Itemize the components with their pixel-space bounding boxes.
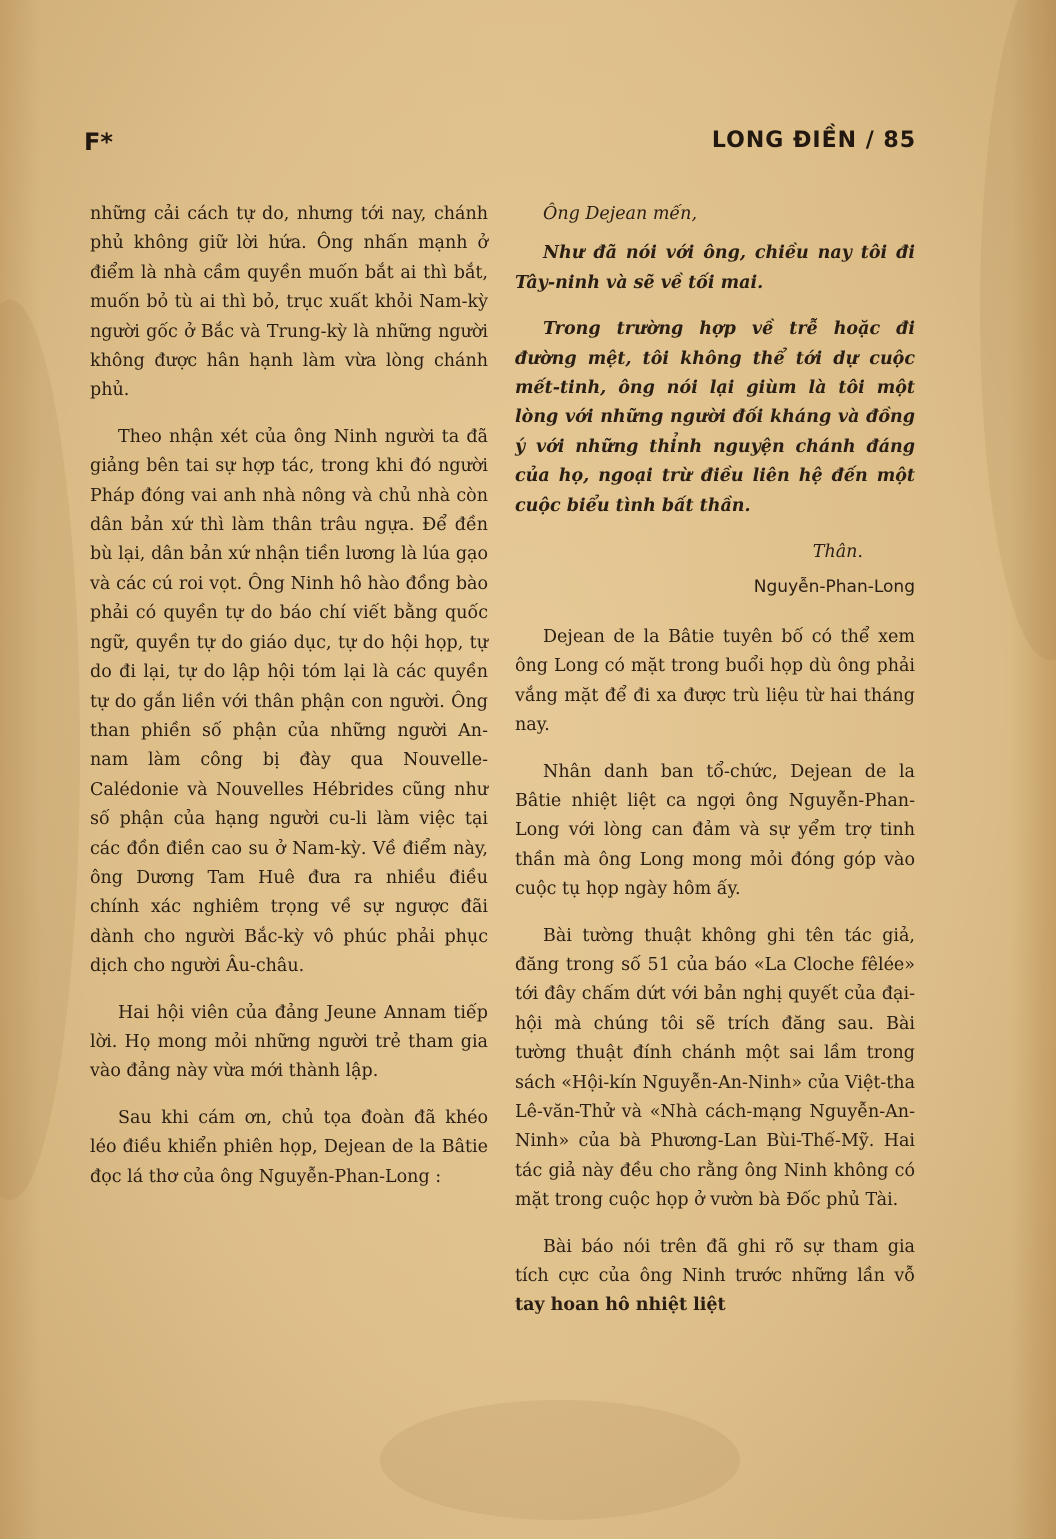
paragraph: những cải cách tự do, nhưng tới nay, chánh phủ không giữ lời hứa. Ông nhấn mạnh ở điểm là nhà cầm quyền muốn bắt ai thì bắt, muốn bỏ tù ai thì bỏ, trục xuất khỏi Nam-kỳ người gốc ở Bắc và Trung-kỳ là những người không được hân hạnh làm vừa lòng chánh phủ. (90, 204, 488, 401)
left-column (90, 200, 488, 1209)
paragraph-text: Bài báo nói trên đã ghi rõ sự tham gia tích cực của ông Ninh trước những lần vỗ (515, 1236, 915, 1286)
letter-closing: Thân. (812, 542, 863, 563)
paragraph: Dejean de la Bâtie tuyên bố có thể xem ông Long có mặt trong buổi họp dù ông phải vắng mặt để đi xa được trù liệu từ hai tháng nay. (515, 626, 915, 736)
right-column (515, 200, 915, 1338)
paragraph: Theo nhận xét của ông Ninh người ta đã giảng bên tai sự hợp tác, trong khi đó người Pháp đóng vai anh nhà nông và chủ nhà còn dân bản xứ thì làm thân trâu ngựa. Để đền bù lại, dân bản xứ nhận tiền lương là lúa gạo và các cú roi vọt. Ông Ninh hô hào đồng bào phải có quyền tự do báo chí viết bằng quốc ngữ, quyền tự do giáo dục, tự do hội họp, tự do đi lại, tự do lập hội tóm lại là các quyền tự do gắn liền với thân phận con người. Ông than phiền số phận của những người An-nam làm công bị đày qua Nouvelle-Calédonie và Nouvelles Hébrides cũng như số phận của hạng người cu-li làm việc tại các đồn điền cao su ở Nam-kỳ. Về điểm này, ông Dương Tam Huê đưa ra nhiều điều chính xác nghiêm trọng về sự ngược đãi dành cho người Bắc-kỳ vô phúc phải phục dịch cho người Âu-châu. (90, 426, 488, 977)
running-title: LONG ĐIỀN / 85 (711, 128, 916, 153)
letter-salutation: Ông Dejean mến, (543, 204, 698, 224)
paragraph: Sau khi cám ơn, chủ tọa đoàn đã khéo léo điều khiển phiên họp, Dejean de la Bâtie đọc lá thơ của ông Nguyễn-Phan-Long : (90, 1107, 488, 1187)
paragraph: Nhân danh ban tổ-chức, Dejean de la Bâtie nhiệt liệt ca ngợi ông Nguyễn-Phan-Long với lòng can đảm và sự yểm trợ tinh thần mà ông Long mong mỏi đóng góp vào cuộc tụ họp ngày hôm ấy. (515, 761, 915, 900)
paragraph-text-bold: tay hoan hô nhiệt liệt (515, 1295, 726, 1316)
quoted-letter (515, 200, 915, 603)
bleed-through-stain (380, 1400, 740, 1520)
letter-paragraph: Như đã nói với ông, chiều nay tôi đi Tây-ninh và sẽ về tối mai. (515, 243, 915, 293)
paragraph: Hai hội viên của đảng Jeune Annam tiếp lời. Họ mong mỏi những người trẻ tham gia vào đảng này vừa mới thành lập. (90, 1002, 488, 1082)
page-edge-shadow (0, 300, 80, 1200)
paragraph: Bài tường thuật không ghi tên tác giả, đăng trong số 51 của báo «La Cloche fêlée» tới đây chấm dứt với bản nghị quyết của đại-hội mà chúng tôi sẽ trích đăng sau. Bài tường thuật đính chánh một sai lầm trong sách «Hội-kín Nguyễn-An-Ninh» của Việt-tha Lê-văn-Thử và «Nhà cách-mạng Nguyễn-An-Ninh» của bà Phương-Lan Bùi-Thế-Mỹ. Hai tác giả này đều cho rằng ông Ninh không có mặt trong cuộc họp ở vườn bà Đốc phủ Tài. (515, 925, 915, 1211)
letter-signature: Nguyễn-Phan-Long (753, 577, 915, 598)
page-edge-shadow (980, 0, 1056, 660)
header-mark: F* (84, 128, 113, 156)
letter-paragraph: Trong trường hợp về trễ hoặc đi đường mệt, tôi không thể tới dự cuộc mết-tinh, ông nói lại giùm là tôi một lòng với những người đối kháng và đồng ý với những thỉnh nguyện chánh đáng của họ, ngoại trừ điều liên hệ đến một cuộc biểu tình bất thần. (515, 319, 915, 516)
paragraph-continued (515, 1233, 915, 1321)
